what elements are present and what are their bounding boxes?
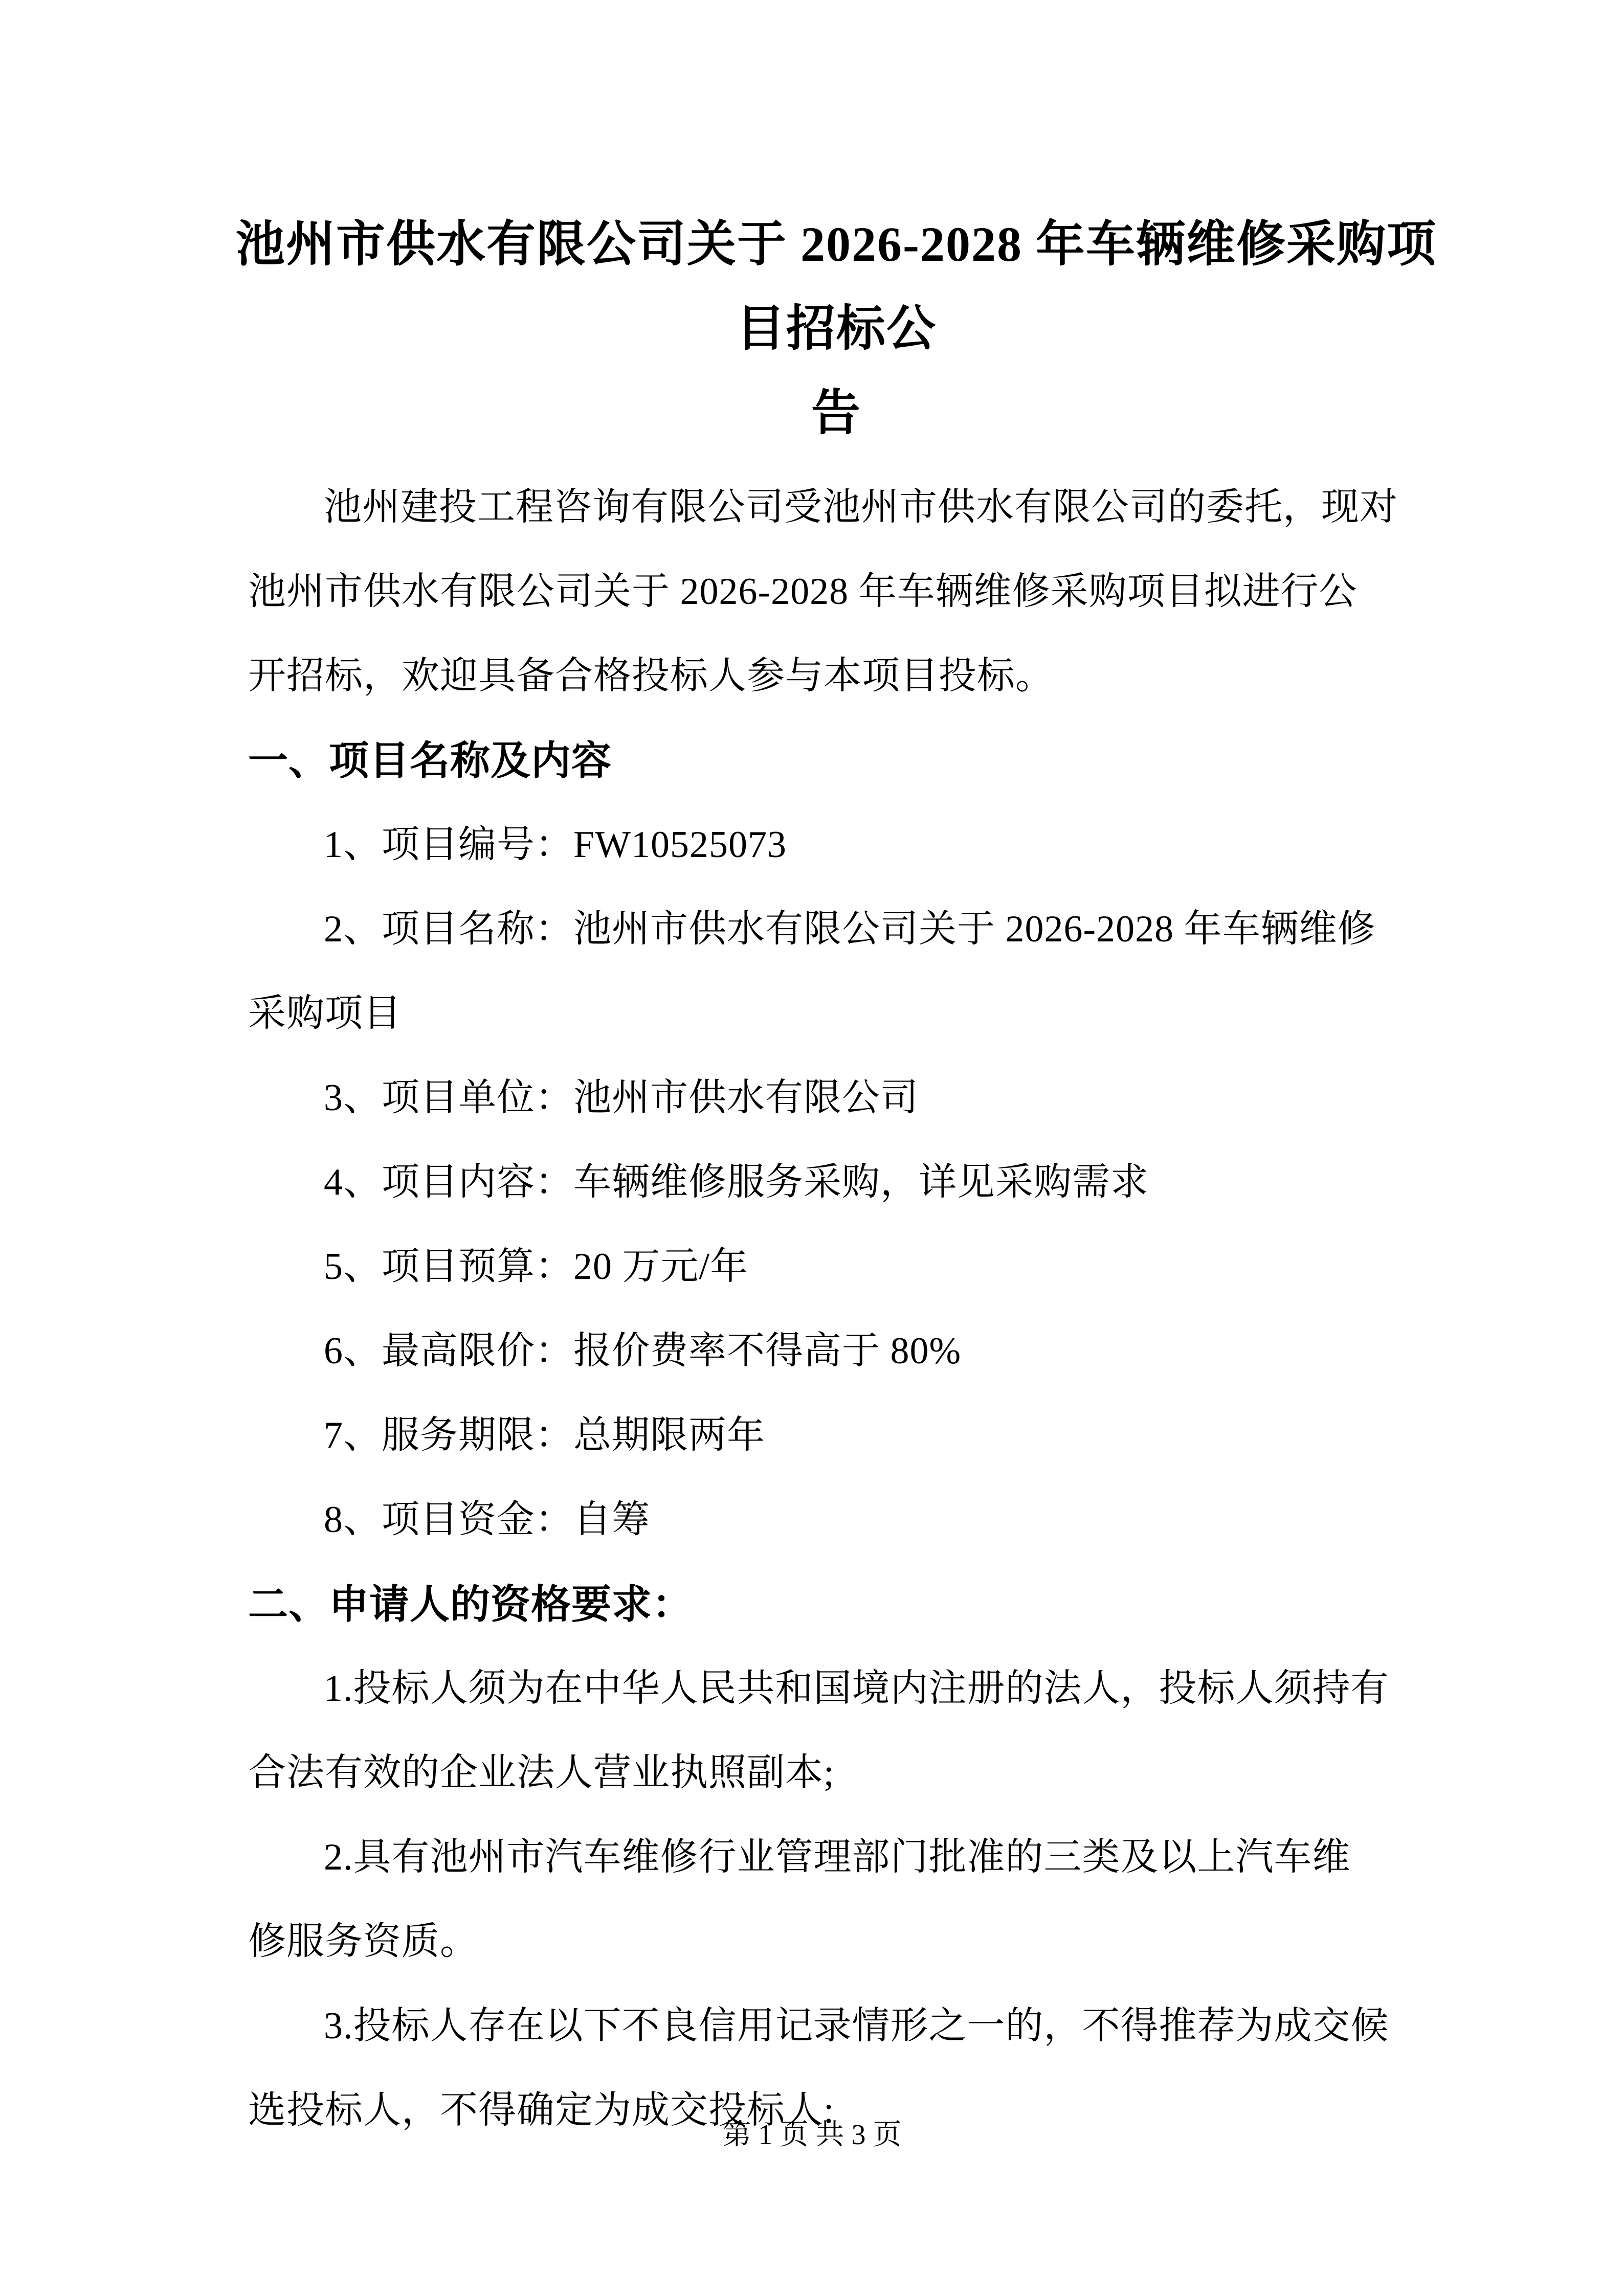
intro-line-1: 池州建投工程咨询有限公司受池州市供水有限公司的委托，现对 — [324, 486, 1398, 528]
qualification-1-line-1: 1.投标人须为在中华人民共和国境内注册的法人，投标人须持有 — [324, 1668, 1389, 1709]
intro-line-3: 开招标，欢迎具备合格投标人参与本项目投标。 — [248, 655, 1054, 697]
item-project-name-1: 2、项目名称：池州市供水有限公司关于 2026-2028 年车辆维修 — [324, 908, 1376, 950]
page-footer: 第 1 页 共 3 页 — [722, 2119, 902, 2151]
section-2-heading: 二、申请人的资格要求： — [248, 1582, 693, 1627]
qualification-3-line-2: 选投标人，不得确定为成交投标人: — [248, 2089, 835, 2131]
document-title — [217, 202, 1455, 455]
title-line-1: 池州市供水有限公司关于 2026-2028 年车辆维修采购项目招标公 — [236, 217, 1437, 356]
item-project-unit: 3、项目单位：池州市供水有限公司 — [324, 1077, 919, 1119]
title-line-2: 告 — [811, 386, 861, 440]
item-project-content: 4、项目内容：车辆维修服务采购，详见采购需求 — [324, 1161, 1149, 1203]
item-service-period: 7、服务期限：总期限两年 — [324, 1414, 765, 1456]
item-project-number: 1、项目编号：FW10525073 — [324, 824, 787, 866]
item-project-budget: 5、项目预算：20 万元/年 — [324, 1246, 749, 1288]
item-project-funds: 8、项目资金：自筹 — [324, 1499, 650, 1541]
intro-line-2: 池州市供水有限公司关于 2026-2028 年车辆维修采购项目拟进行公 — [248, 571, 1358, 613]
item-max-price: 6、最高限价：报价费率不得高于 80% — [324, 1330, 962, 1372]
qualification-2-line-2: 修服务资质。 — [248, 1921, 478, 1963]
item-project-name-2: 采购项目 — [248, 993, 402, 1034]
document-content — [236, 202, 1437, 2153]
qualification-2-line-1: 2.具有池州市汽车维修行业管理部门批准的三类及以上汽车维 — [324, 1836, 1351, 1878]
section-1-heading: 一、项目名称及内容 — [248, 738, 612, 783]
qualification-1-line-2: 合法有效的企业法人营业执照副本; — [248, 1752, 835, 1794]
qualification-3-line-1: 3.投标人存在以下不良信用记录情形之一的，不得推荐为成交候 — [324, 2005, 1389, 2047]
